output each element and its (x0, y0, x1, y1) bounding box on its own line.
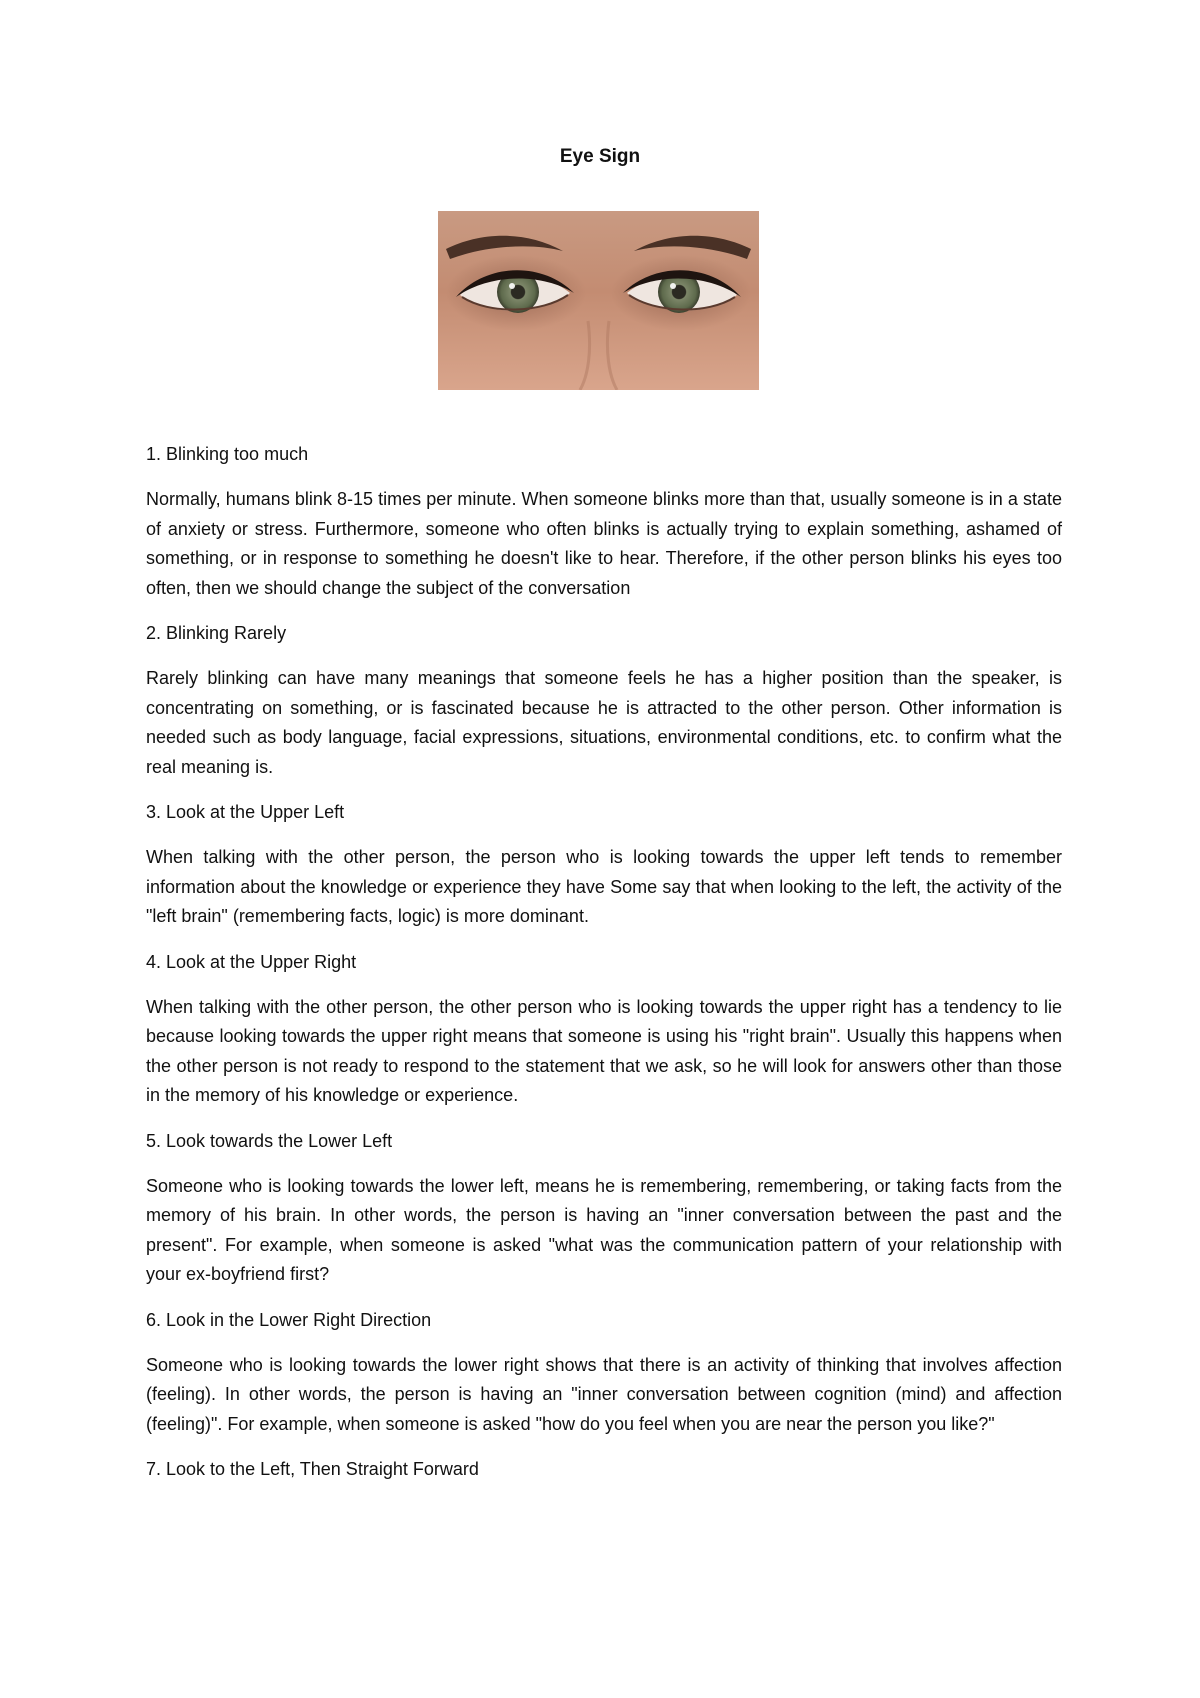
section-heading: 3. Look at the Upper Left (146, 802, 345, 822)
section-paragraph: Normally, humans blink 8-15 times per minute. When someone blinks more than that, usually someone is in a state of anxiety or stress. Furthermore, someone who often blinks is actually trying to explain something, ashamed of something, or in response to something he doesn't like to hear. Therefore, if the other person blinks his eyes too often, then we should change the subject of the conversation (146, 489, 1062, 598)
section-paragraph: Someone who is looking towards the lower left, means he is remembering, remembering, or taking facts from the memory of his brain. In other words, the person is having an "inner conversation between the past and the present". For example, when someone is asked "what was the communication pattern of your relationship with your ex-boyfriend first? (146, 1175, 1062, 1284)
section-paragraph: Rarely blinking can have many meanings that someone feels he has a higher position than the speaker, is concentrating on something, or is fascinated because he is attracted to the other person. Other information is needed such as body language, facial expressions, situations, environmental conditions, etc. to confirm what the real meaning is. (146, 668, 1062, 777)
section-heading: 2. Blinking Rarely (146, 623, 287, 643)
section-paragraph: Someone who is looking towards the lower right shows that there is an activity of thinking that involves affection (feeling). In other words, the person is having an "inner conversation between cognition (mind) and affection (feeling)". For example, when someone is asked "how do you feel when you are near the person you like?" (146, 1354, 1062, 1434)
document-body (146, 439, 1062, 1500)
section-heading: 7. Look to the Left, Then Straight Forward (146, 1459, 479, 1479)
eyes-photo (438, 211, 759, 390)
section-heading: 6. Look in the Lower Right Direction (146, 1309, 432, 1330)
section-paragraph: When talking with the other person, the other person who is looking towards the upper right has a tendency to lie because looking towards the upper right means that someone is using his "right brain". Usually this happens when the other person is not ready to respond to the statement that we ask, so he will look for answers other than those in the memory of his knowledge or experience. (146, 996, 1062, 1105)
page-title: Eye Sign (559, 146, 641, 167)
section-heading: 4. Look at the Upper Right (146, 951, 357, 972)
section-heading: 1. Blinking too much (146, 444, 309, 464)
section-heading: 5. Look towards the Lower Left (146, 1130, 393, 1151)
section-paragraph: When talking with the other person, the person who is looking towards the upper left tends to remember information about the knowledge or experience they have Some say that when looking to the left, the activity of the "left brain" (remembering facts, logic) is more dominant. (146, 847, 1062, 926)
